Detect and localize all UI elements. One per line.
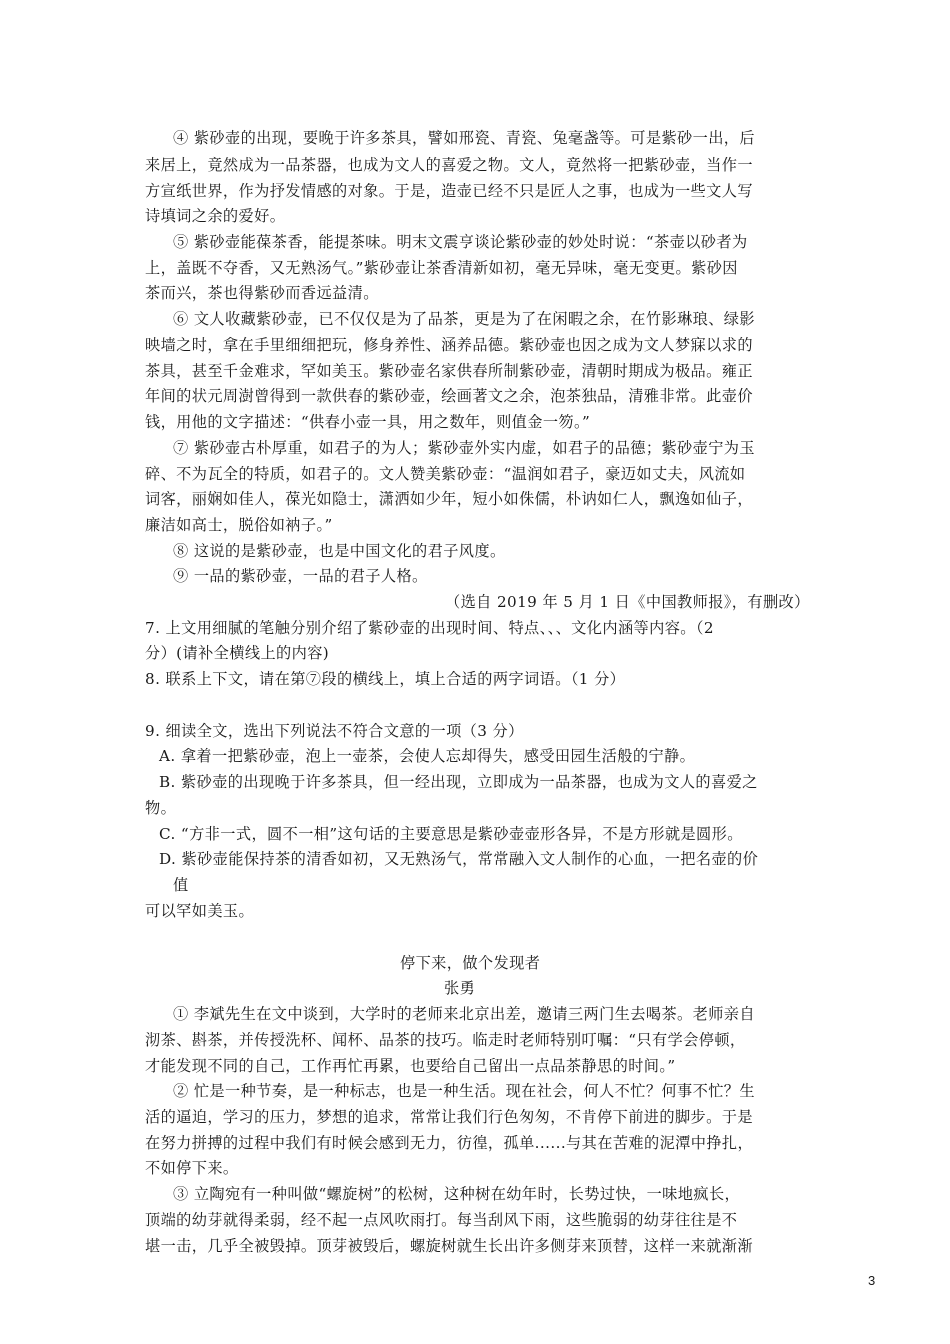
para7-line3: 词客，丽娴如佳人，葆光如隐士，潇洒如少年，短小如侏儒，朴讷如仁人，飘逸如仙子， xyxy=(145,490,753,508)
para6-line5: 钱，用他的文字描述：“供春小壶一具，用之数年，则值金一笏。” xyxy=(145,413,591,431)
option-d-line2: 值 xyxy=(173,876,189,894)
para7-line2: 碎、不为瓦全的特质，如君子的。文人赞美紫砂壶：“温润如君子，豪迈如丈夫，风流如 xyxy=(145,465,746,483)
para9: ⑨ 一品的紫砂壶，一品的君子人格。 xyxy=(173,567,428,585)
para4-line3: 方宣纸世界，作为抒发情感的对象。于是，造壶已经不只是匠人之事，也成为一些文人写 xyxy=(145,182,753,200)
p2-para3-line2: 顶端的幼芽就得柔弱，经不起一点风吹雨打。每当刮风下雨，这些脆弱的幼芽往往是不 xyxy=(145,1211,738,1229)
question-7-line1: 7. 上文用细腻的笔触分别介绍了紫砂壶的出现时间、特点、、、文化内涵等内容。（2 xyxy=(145,619,714,637)
p2-para2-line3: 在努力拼搏的过程中我们有时候会感到无力，彷徨，孤单......与其在苦难的泥潭中挣扎， xyxy=(145,1134,754,1152)
para5-line2: 上，盖既不夺香，又无熟汤气。”紫砂壶让茶香清新如初，毫无异味，毫无变更。紫砂因 xyxy=(145,259,738,277)
para6-line3: 茶具，甚至千金难求，罕如美玉。紫砂壶名家供春所制紫砂壶，清朝时期成为极品。雍正 xyxy=(145,362,753,380)
para7-line1: ⑦ 紫砂壶古朴厚重，如君子的为人；紫砂壶外实内虚，如君子的品德；紫砂壶宁为玉 xyxy=(173,439,755,457)
para6-line2: 映墙之时，拿在手里细细把玩，修身养性、涵养品德。紫砂壶也因之成为文人梦寐以求的 xyxy=(145,336,753,354)
p2-para1-line2: 沏茶、斟茶，并传授洗杯、闻杯、品茶的技巧。临走时老师特别叮嘱：“只有学会停顿， xyxy=(145,1031,746,1049)
question-8: 8. 联系上下文，请在第⑦段的横线上，填上合适的两字词语。（1 分） xyxy=(145,670,626,688)
page-number: 3 xyxy=(868,1273,876,1288)
para5-line3: 茶而兴，茶也得紫砂而香远益清。 xyxy=(145,284,379,302)
p2-para1-line3: 才能发现不同的自己，工作再忙再累，也要给自己留出一点品茶静思的时间。” xyxy=(145,1057,676,1075)
question-9-stem: 9. 细读全文，选出下列说法不符合文意的一项（3 分） xyxy=(145,722,524,740)
source-citation: （选自 2019 年 5 月 1 日《中国教师报》，有删改） xyxy=(445,593,810,611)
para7-line4: 廉洁如高士，脱俗如衲子。” xyxy=(145,516,333,534)
para6-line4: 年间的状元周澍曾得到一款供春的紫砂壶，绘画著文之余，泡茶独品，清雅非常。此壶价 xyxy=(145,387,753,405)
passage2-author: 张勇 xyxy=(444,979,476,997)
p2-para1-line1: ① 李斌先生在文中谈到，大学时的老师来北京出差，邀请三两门生去喝茶。老师亲自 xyxy=(173,1005,755,1023)
option-d-line3: 可以罕如美玉。 xyxy=(145,902,255,920)
option-b-line1: B. 紫砂壶的出现晚于许多茶具，但一经出现，立即成为一品茶器，也成为文人的喜爱之 xyxy=(159,773,758,791)
passage2-title: 停下来，做个发现者 xyxy=(400,954,541,972)
para4-line2: 来居上，竟然成为一品茶器，也成为文人的喜爱之物。文人，竟然将一把紫砂壶，当作一 xyxy=(145,156,753,174)
p2-para3-line1: ③ 立陶宛有一种叫做“螺旋树”的松树，这种树在幼年时，长势过快，一味地疯长， xyxy=(173,1185,741,1203)
option-d-line1: D. 紫砂壶能保持茶的清香如初，又无熟汤气，常常融入文人制作的心血，一把名壶的价 xyxy=(159,850,759,868)
option-a: A. 拿着一把紫砂壶，泡上一壶茶，会使人忘却得失，感受田园生活般的宁静。 xyxy=(159,747,696,765)
para6-line1: ⑥ 文人收藏紫砂壶，已不仅仅是为了品茶，更是为了在闲暇之余，在竹影琳琅、绿影 xyxy=(173,310,755,328)
option-c: C. “方非一式，圆不一相”这句话的主要意思是紫砂壶壶形各异，不是方形就是圆形。 xyxy=(159,825,743,843)
p2-para2-line1: ② 忙是一种节奏，是一种标志，也是一种生活。现在社会，何人不忙？何事不忙？生 xyxy=(173,1082,755,1100)
p2-para2-line2: 活的逼迫，学习的压力，梦想的追求，常常让我们行色匆匆，不肯停下前进的脚步。于是 xyxy=(145,1108,753,1126)
para4-line1: ④ 紫砂壶的出现，要晚于许多茶具，譬如邢瓷、青瓷、兔毫盏等。可是紫砂一出，后 xyxy=(173,129,755,147)
para8: ⑧ 这说的是紫砂壶，也是中国文化的君子风度。 xyxy=(173,542,506,560)
option-b-line2: 物。 xyxy=(145,799,177,817)
para4-line4: 诗填词之余的爱好。 xyxy=(145,207,286,225)
p2-para3-line3: 堪一击，几乎全被毁掉。顶芽被毁后，螺旋树就生长出许多侧芽来顶替，这样一来就渐渐 xyxy=(145,1237,753,1255)
para5-line1: ⑤ 紫砂壶能葆茶香，能提茶味。明末文震亨谈论紫砂壶的妙处时说：“茶壶以砂者为 xyxy=(173,233,748,251)
question-7-line2: 分）(请补全横线上的内容) xyxy=(145,644,330,662)
p2-para2-line4: 不如停下来。 xyxy=(145,1159,239,1177)
